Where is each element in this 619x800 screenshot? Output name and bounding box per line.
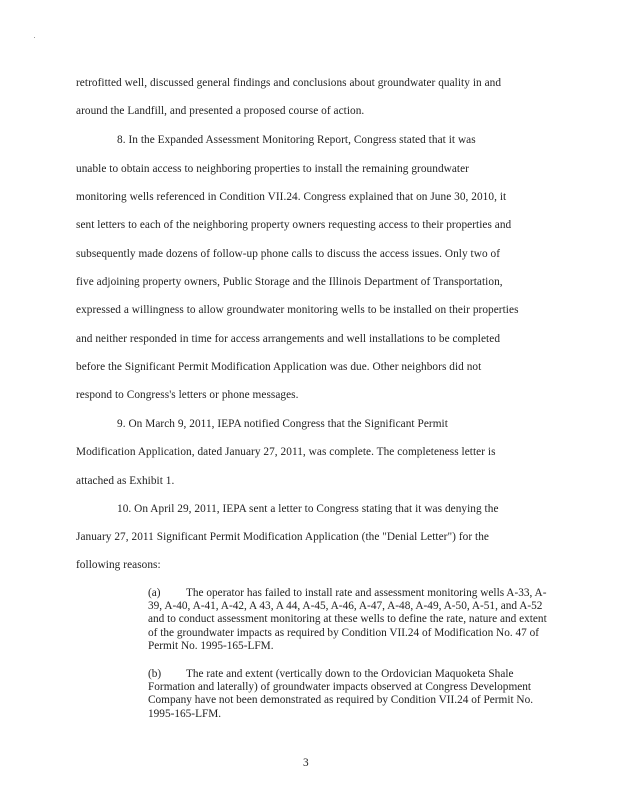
quote-text: The rate and extent (vertically down to the Ordovician Maquoketa Shale Formation and laterally) of groundwater impacts observed at Congress Development Company have not been demonstrated as required by Condition VII.24 of Permit No. 1995-165-LFM. [148, 668, 534, 720]
body-line: January 27, 2011 Significant Permit Modification Application (the "Denial Letter") for the [76, 531, 489, 543]
block-quote-a [148, 587, 548, 653]
quote-text: The operator has failed to install rate and assessment monitoring wells A-33, A-39, A-40, A-41, A-42, A 43, A 44, A-45, A-46, A-47, A-48, A-49, A-50, A-51, and A-52 and to conduct assessment monitoring at these wells to define the rate, nature and extent of the groundwater impacts as required by Condition VII.24 of Modification No. 47 of Permit No. 1995-165-LFM. [148, 587, 547, 652]
body-line: following reasons: [76, 559, 161, 571]
quote-label: (a) [148, 587, 161, 599]
page-number: 3 [303, 757, 309, 769]
body-line: Modification Application, dated January 27, 2011, was complete. The completeness letter is [76, 446, 496, 458]
body-line: expressed a willingness to allow groundwater monitoring wells to be installed on their properties [76, 304, 519, 316]
block-quote-b [148, 668, 548, 721]
body-line: respond to Congress's letters or phone messages. [76, 389, 299, 401]
body-line: monitoring wells referenced in Condition VII.24. Congress explained that on June 30, 2010, it [76, 191, 507, 203]
body-line: and neither responded in time for access arrangements and well installations to be completed [76, 333, 501, 345]
paragraph-10-start: 10. On April 29, 2011, IEPA sent a letter to Congress stating that it was denying the [117, 503, 499, 515]
paragraph-8-start: 8. In the Expanded Assessment Monitoring Report, Congress stated that it was [117, 134, 476, 146]
body-line: sent letters to each of the neighboring property owners requesting access to their properties and [76, 219, 512, 231]
scan-speck [34, 37, 35, 38]
body-line: retrofitted well, discussed general findings and conclusions about groundwater quality in and [76, 77, 502, 89]
body-line: unable to obtain access to neighboring properties to install the remaining groundwater [76, 163, 469, 175]
quote-label: (b) [148, 668, 162, 680]
body-line: attached as Exhibit 1. [76, 475, 175, 487]
body-line: subsequently made dozens of follow-up phone calls to discuss the access issues. Only two of [76, 248, 501, 260]
paragraph-9-start: 9. On March 9, 2011, IEPA notified Congress that the Significant Permit [117, 418, 448, 430]
body-line: five adjoining property owners, Public Storage and the Illinois Department of Transportation, [76, 276, 503, 288]
body-line: before the Significant Permit Modification Application was due. Other neighbors did not [76, 361, 482, 373]
body-line: around the Landfill, and presented a proposed course of action. [76, 105, 365, 117]
